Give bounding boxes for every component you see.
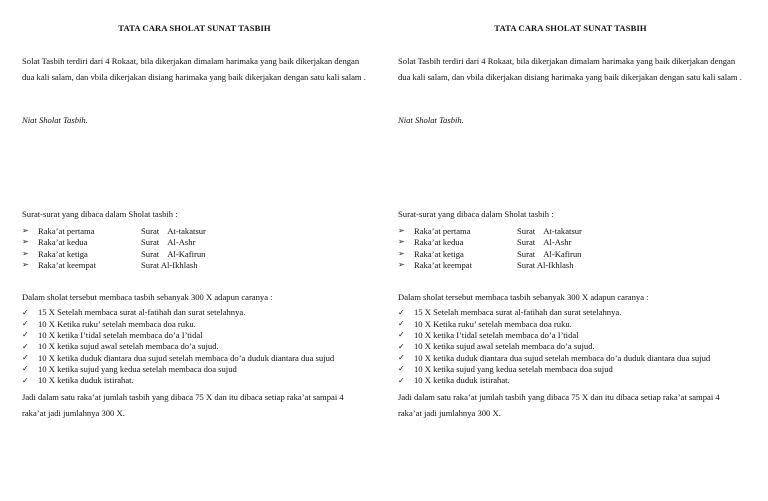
- document-title: TATA CARA SHOLAT SUNAT TASBIH: [118, 23, 271, 33]
- tasbih-intro: Dalam sholat tersebut membaca tasbih sebanyak 300 X adapun caranya :: [398, 292, 649, 302]
- surat-name: Surat Al-Ashr: [141, 237, 196, 248]
- surat-name: Surat At-takatsur: [141, 225, 206, 236]
- surat-name: Surat At-takatsur: [517, 225, 582, 236]
- closing-paragraph: Jadi dalam satu raka’at jumlah tasbih yang dibaca 75 X dan itu dibaca setiap raka’at sampai 4 raka’at jadi jumlahnya 300 X.: [398, 392, 720, 418]
- arrowhead-bullet-icon: ➢: [398, 237, 405, 247]
- intro-paragraph: Solat Tasbih terdiri dari 4 Rokaat, bila dikerjakan dimalam harimaka yang baik dikerjakan dengan dua kali salam, dan vbila dikerjakan disiang harimaka yang baik dikerjakan dengan satu kali salam .: [22, 56, 366, 82]
- tasbih-list: [398, 307, 710, 386]
- checkmark-bullet-icon: ✓: [398, 319, 405, 329]
- list-item: [398, 352, 710, 363]
- list-item: [398, 330, 710, 341]
- surat-name: Surat Al-Kafirun: [517, 248, 582, 259]
- checkmark-bullet-icon: ✓: [22, 330, 29, 340]
- tasbih-step: 10 X ketika duduk istirahat.: [38, 375, 134, 386]
- tasbih-step: 10 X ketika duduk diantara dua sujud setelah membaca do’a duduk diantara dua sujud: [38, 352, 335, 363]
- list-item: [398, 341, 710, 352]
- surat-name: Surat Al-Ikhlash: [141, 260, 198, 271]
- list-item: [22, 363, 334, 374]
- checkmark-bullet-icon: ✓: [22, 375, 29, 385]
- rakaat-label: Raka’at ketiga: [38, 248, 88, 259]
- surat-name: Surat Al-Kafirun: [141, 248, 206, 259]
- list-item: [22, 307, 334, 318]
- list-item: [398, 237, 582, 249]
- tasbih-step: 10 X ketika duduk istirahat.: [414, 375, 510, 386]
- list-item: [398, 248, 582, 260]
- list-item: [398, 318, 710, 329]
- rakaat-label: Raka’at ketiga: [414, 248, 464, 259]
- checkmark-bullet-icon: ✓: [22, 353, 29, 363]
- checkmark-bullet-icon: ✓: [22, 307, 29, 317]
- tasbih-step: 10 X ketika sujud awal setelah membaca do’a sujud.: [414, 341, 595, 352]
- niat-heading: Niat Sholat Tasbih.: [398, 115, 464, 125]
- rakaat-label: Raka’at kedua: [414, 237, 464, 248]
- list-item: [22, 237, 206, 249]
- tasbih-list: [22, 307, 334, 386]
- list-item: [398, 375, 710, 386]
- tasbih-step: 10 X ketika sujud yang kedua setelah membaca doa sujud: [414, 363, 613, 374]
- rakaat-label: Raka’at keempat: [414, 260, 472, 271]
- list-item: [22, 375, 334, 386]
- tasbih-step: 15 X Setelah membaca surat al-fatihah dan surat setelahnya.: [414, 307, 622, 318]
- surat-name: Surat Al-Ikhlash: [517, 260, 574, 271]
- checkmark-bullet-icon: ✓: [398, 307, 405, 317]
- list-item: [398, 307, 710, 318]
- tasbih-step: 10 X ketika I’tidal setelah membaca do’a I’tidal: [38, 330, 203, 341]
- arrowhead-bullet-icon: ➢: [22, 237, 29, 247]
- list-item: [398, 260, 582, 272]
- checkmark-bullet-icon: ✓: [398, 341, 405, 351]
- checkmark-bullet-icon: ✓: [22, 341, 29, 351]
- list-item: [22, 260, 206, 272]
- arrowhead-bullet-icon: ➢: [398, 260, 405, 270]
- arrowhead-bullet-icon: ➢: [22, 225, 29, 235]
- checkmark-bullet-icon: ✓: [398, 364, 405, 374]
- list-item: [22, 330, 334, 341]
- tasbih-step: 10 X Ketika ruku’ setelah membaca doa ruku.: [38, 318, 196, 329]
- arrowhead-bullet-icon: ➢: [22, 260, 29, 270]
- tasbih-step: 10 X ketika duduk diantara dua sujud setelah membaca do’a duduk diantara dua sujud: [414, 352, 711, 363]
- rakaat-label: Raka’at keempat: [38, 260, 96, 271]
- niat-heading: Niat Sholat Tasbih.: [22, 115, 88, 125]
- rakaat-label: Raka’at pertama: [38, 225, 95, 236]
- tasbih-step: 10 X ketika I’tidal setelah membaca do’a I’tidal: [414, 330, 579, 341]
- list-item: [22, 341, 334, 352]
- checkmark-bullet-icon: ✓: [22, 364, 29, 374]
- checkmark-bullet-icon: ✓: [22, 319, 29, 329]
- closing-paragraph: Jadi dalam satu raka’at jumlah tasbih yang dibaca 75 X dan itu dibaca setiap raka’at sampai 4 raka’at jadi jumlahnya 300 X.: [22, 392, 344, 418]
- surat-name: Surat Al-Ashr: [517, 237, 572, 248]
- list-item: [22, 225, 206, 237]
- list-item: [398, 225, 582, 237]
- tasbih-step: 10 X ketika sujud yang kedua setelah membaca doa sujud: [38, 363, 237, 374]
- checkmark-bullet-icon: ✓: [398, 375, 405, 385]
- list-item: [22, 248, 206, 260]
- tasbih-step: 10 X Ketika ruku’ setelah membaca doa ruku.: [414, 318, 572, 329]
- surat-intro: Surat-surat yang dibaca dalam Sholat tasbih :: [22, 209, 178, 219]
- arrowhead-bullet-icon: ➢: [22, 248, 29, 258]
- surat-intro: Surat-surat yang dibaca dalam Sholat tasbih :: [398, 209, 554, 219]
- tasbih-step: 15 X Setelah membaca surat al-fatihah dan surat setelahnya.: [38, 307, 246, 318]
- document-title: TATA CARA SHOLAT SUNAT TASBIH: [494, 23, 647, 33]
- surat-list: [398, 225, 582, 271]
- list-item: [398, 363, 710, 374]
- rakaat-label: Raka’at kedua: [38, 237, 88, 248]
- tasbih-intro: Dalam sholat tersebut membaca tasbih sebanyak 300 X adapun caranya :: [22, 292, 273, 302]
- checkmark-bullet-icon: ✓: [398, 353, 405, 363]
- intro-paragraph: Solat Tasbih terdiri dari 4 Rokaat, bila dikerjakan dimalam harimaka yang baik dikerjakan dengan dua kali salam, dan vbila dikerjakan disiang harimaka yang baik dikerjakan dengan satu kali salam .: [398, 56, 742, 82]
- list-item: [22, 352, 334, 363]
- checkmark-bullet-icon: ✓: [398, 330, 405, 340]
- arrowhead-bullet-icon: ➢: [398, 248, 405, 258]
- arrowhead-bullet-icon: ➢: [398, 225, 405, 235]
- tasbih-step: 10 X ketika sujud awal setelah membaca do’a sujud.: [38, 341, 219, 352]
- rakaat-label: Raka’at pertama: [414, 225, 471, 236]
- surat-list: [22, 225, 206, 271]
- list-item: [22, 318, 334, 329]
